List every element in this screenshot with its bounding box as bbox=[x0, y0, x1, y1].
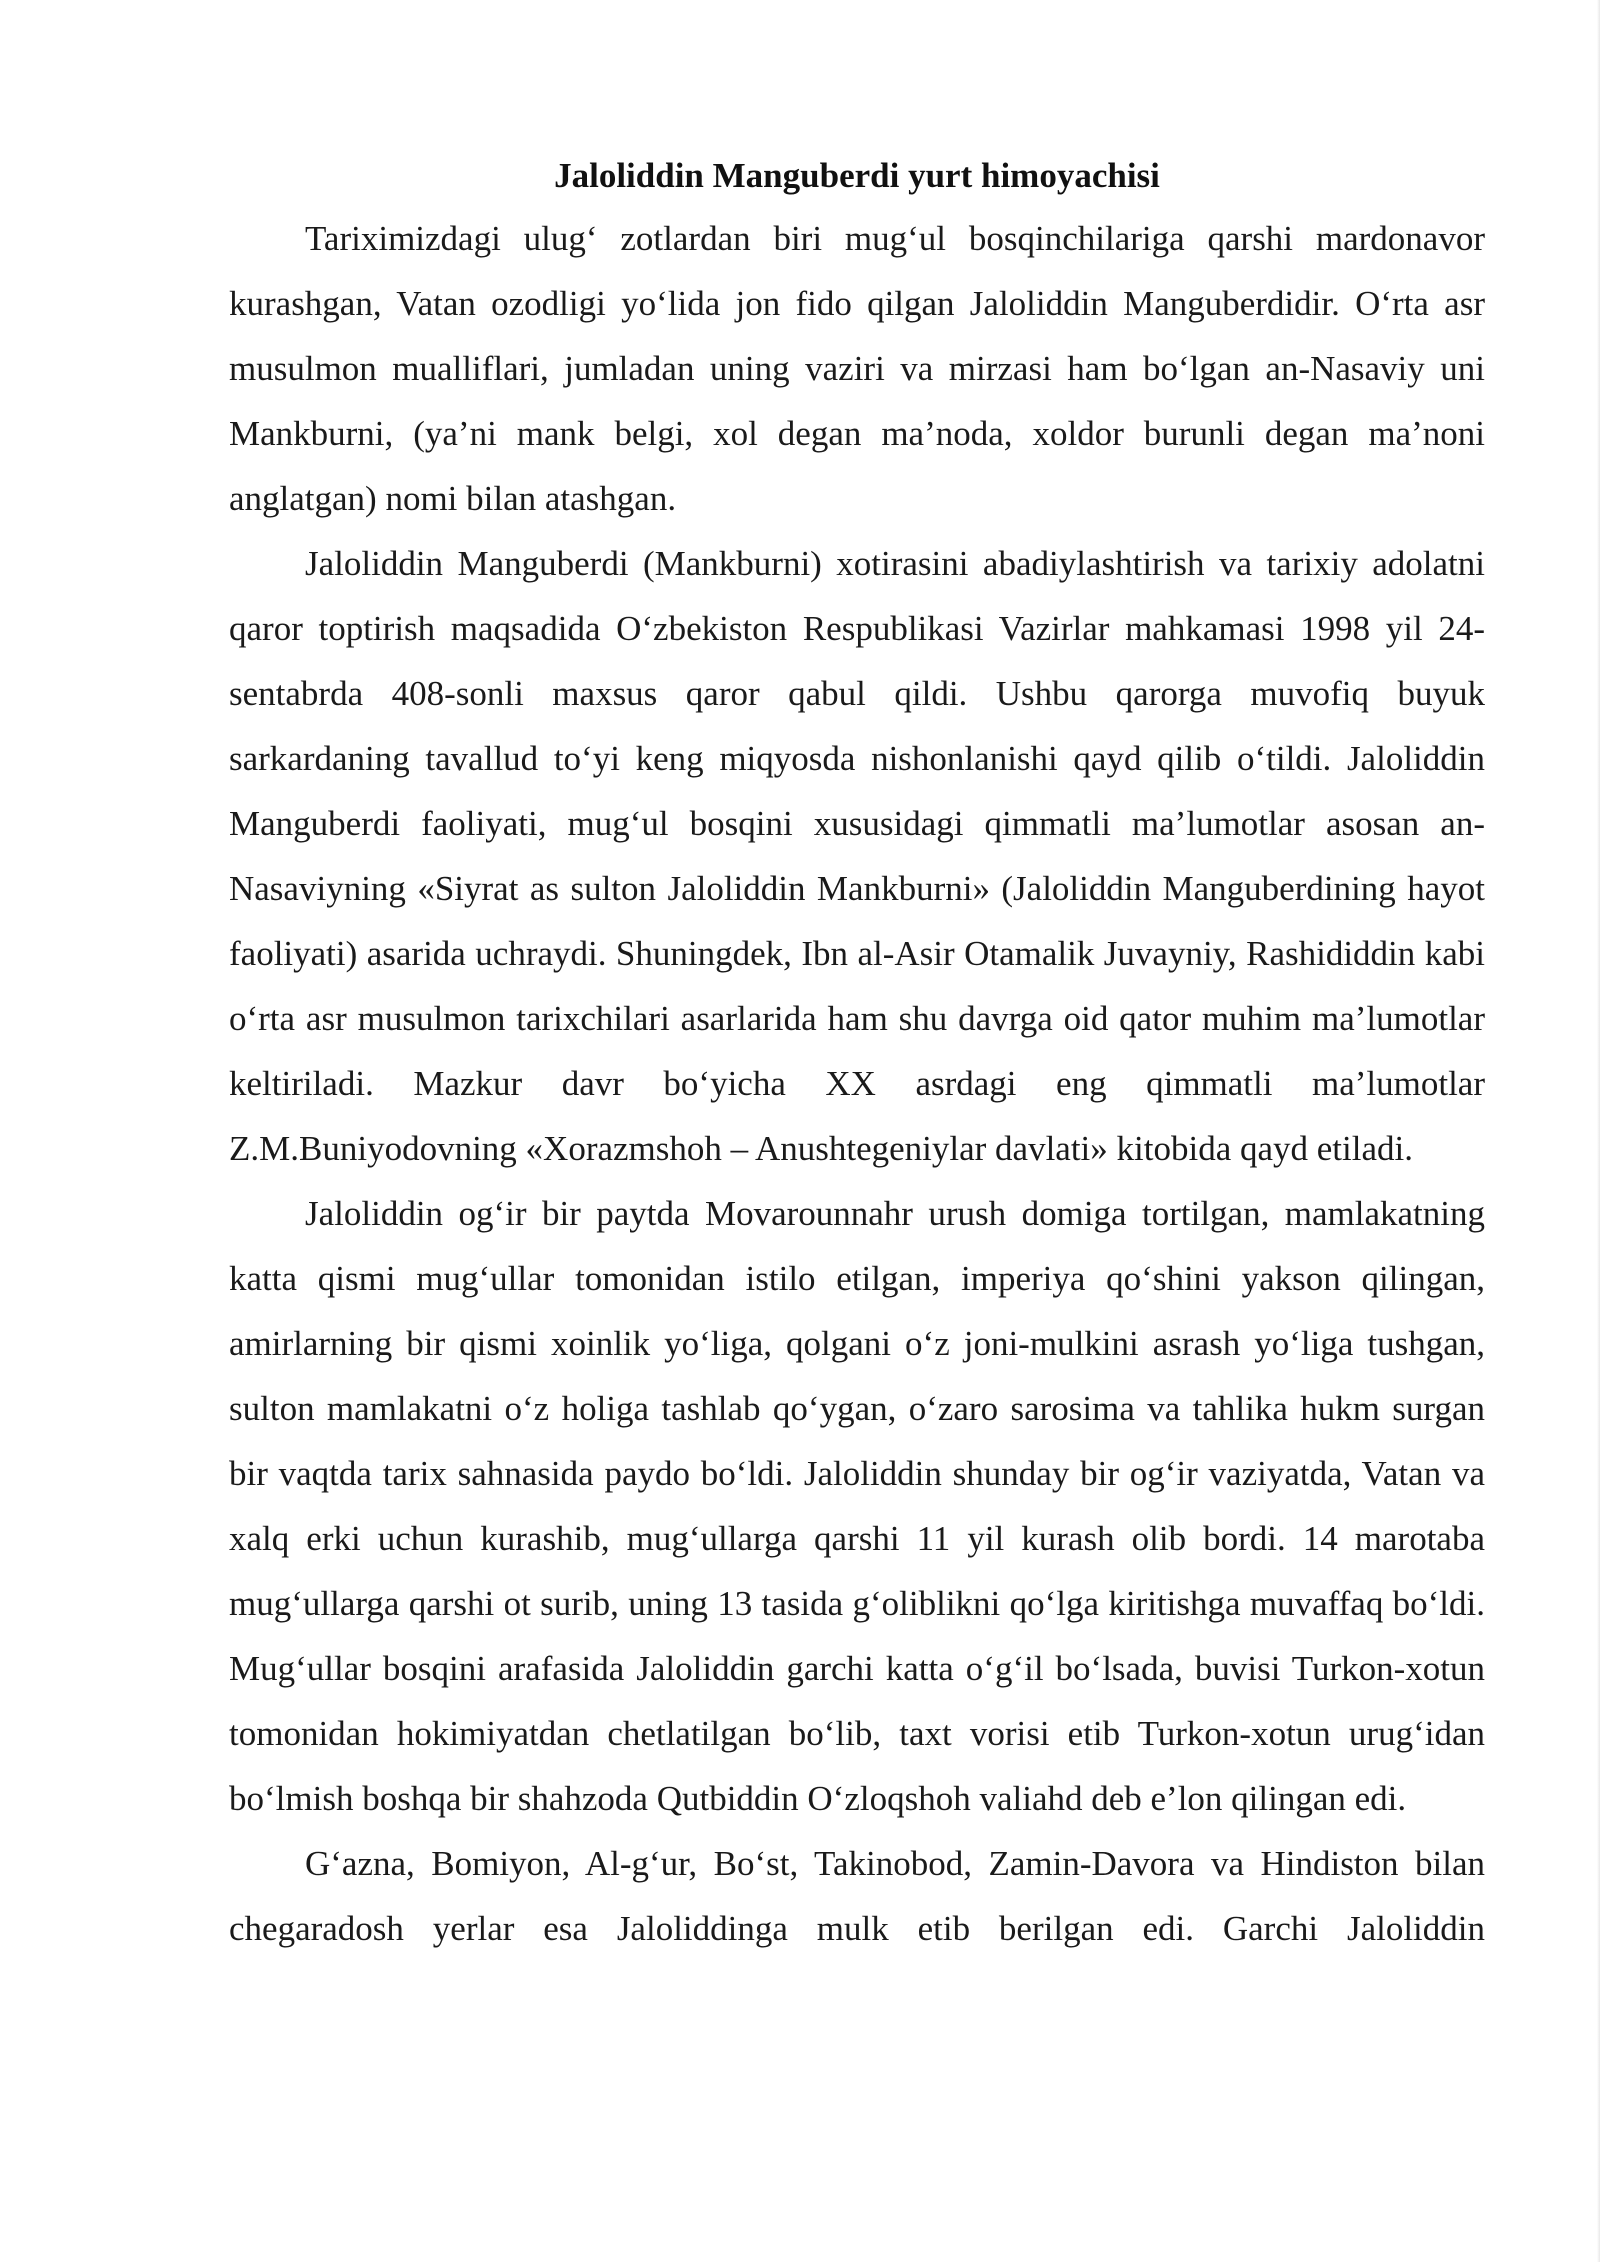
paragraph-4: G‘azna, Bomiyon, Al-g‘ur, Bo‘st, Takinobod, Zamin-Davora va Hindiston bilan chegaradosh yerlar esa Jaloliddinga mulk etib berilgan edi. Garchi Jaloliddin bbox=[229, 1844, 1485, 1948]
paragraph-3: Jaloliddin og‘ir bir paytda Movarounnahr urush domiga tortilgan, mamlakatning katta qismi mug‘ullar tomonidan istilo etilgan, imperiya qo‘shini yakson qilingan, amirlarning bir qismi xoinlik yo‘liga, qolgani o‘z joni-mulkini asrash yo‘liga tushgan, sulton mamlakatni o‘z holiga tashlab qo‘ygan, o‘zaro sarosima va tahlika hukm surgan bir vaqtda tarix sahnasida paydo bo‘ldi. Jaloliddin shunday bir og‘ir vaziyatda, Vatan va xalq erki uchun kurashib, mug‘ullarga qarshi 11 yil kurash olib bordi. 14 marotaba mug‘ullarga qarshi ot surib, uning 13 tasida g‘oliblikni qo‘lga kiritishga muvaffaq bo‘ldi. Mug‘ullar bosqini arafasida Jaloliddin garchi katta o‘g‘il bo‘lsada, buvisi Turkon-xotun tomonidan hokimiyatdan chetlatilgan bo‘lib, taxt vorisi etib Turkon-xotun urug‘idan bo‘lmish boshqa bir shahzoda Qutbiddin O‘zloqshoh valiahd deb e’lon qilingan edi. bbox=[229, 1194, 1485, 1818]
document-title: Jaloliddin Manguberdi yurt himoyachisi bbox=[554, 156, 1160, 195]
paragraph-1: Tariximizdagi ulug‘ zotlardan biri mug‘ul bosqinchilariga qarshi mardonavor kurashgan, Vatan ozodligi yo‘lida jon fido qilgan Jaloliddin Manguberdidir. O‘rta asr musulmon mualliflari, jumladan uning vaziri va mirzasi ham bo‘lgan an-Nasaviy uni Mankburni, (ya’ni mank belgi, xol degan ma’noda, xoldor burunli degan ma’noni anglatgan) nomi bilan atashgan. bbox=[229, 219, 1485, 518]
paragraph-2: Jaloliddin Manguberdi (Mankburni) xotirasini abadiylashtirish va tarixiy adolatni qaror toptirish maqsadida O‘zbekiston Respublikasi Vazirlar mahkamasi 1998 yil 24-sentabrda 408-sonli maxsus qaror qabul qildi. Ushbu qarorga muvofiq buyuk sarkardaning tavallud to‘yi keng miqyosda nishonlanishi qayd qilib o‘tildi. Jaloliddin Manguberdi faoliyati, mug‘ul bosqini xususidagi qimmatli ma’lumotlar asosan an-Nasaviyning «Siyrat as sulton Jaloliddin Mankburni» (Jaloliddin Manguberdining hayot faoliyati) asarida uchraydi. Shuningdek, Ibn al-Asir Otamalik Juvayniy, Rashididdin kabi o‘rta asr musulmon tarixchilari asarlarida ham shu davrga oid qator muhim ma’lumotlar keltiriladi. Mazkur davr bo‘yicha XX asrdagi eng qimmatli ma’lumotlar Z.M.Buniyodovning «Xorazmshoh – Anushtegeniylar davlati» kitobida qayd etiladi. bbox=[229, 544, 1485, 1168]
document-body bbox=[229, 146, 1485, 1961]
